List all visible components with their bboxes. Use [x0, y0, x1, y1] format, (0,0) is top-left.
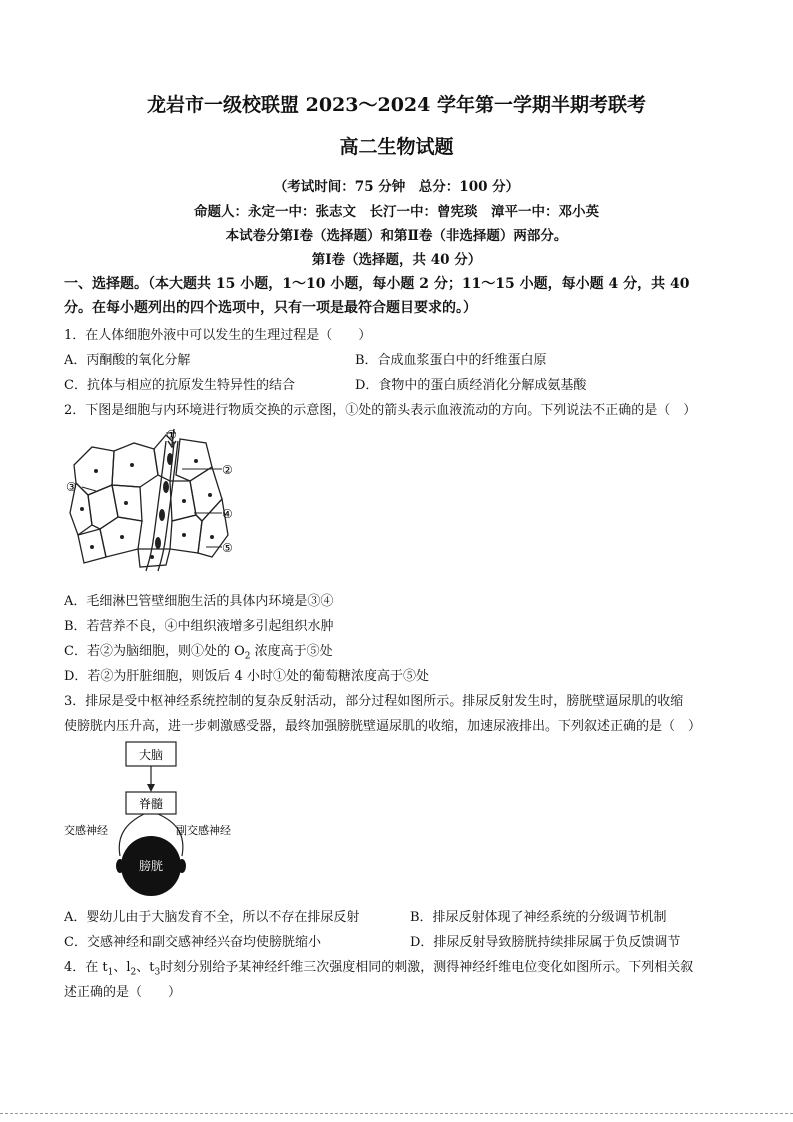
- section-heading-line2: 分。在每小题列出的四个选项中，只有一项是最符合题目要求的。）: [64, 300, 477, 316]
- q4-stem-line1: 4．在 $t_1$、$l_2$、$t_3$时刻分别给予某神经纤维三次强度相同的刺激，测得神经纤维电位变化如图所示。下列相关叙: [64, 960, 694, 978]
- sympathetic-label: 交感神经: [64, 824, 108, 837]
- q1-option-d: D．食物中的蛋白质经消化分解成氨基酸: [355, 378, 587, 393]
- q1-option-b: B．合成血浆蛋白中的纤维蛋白原: [355, 353, 547, 368]
- q3-option-d: D．排尿反射导致膀胱持续排尿属于负反馈调节: [410, 935, 681, 950]
- page-subtitle: 高二生物试题: [339, 136, 454, 158]
- cell-nuclei: [80, 459, 214, 559]
- q3-option-b: B．排尿反射体现了神经系统的分级调节机制: [410, 910, 667, 925]
- label-4: ④: [222, 507, 233, 521]
- authors: 命题人：永定一中：张志文 长汀一中：曾宪琰 漳平一中：邓小英: [194, 204, 599, 220]
- q1-option-a: A．丙酮酸的氧化分解: [64, 353, 191, 368]
- page-bottom-divider: [0, 1113, 793, 1114]
- q2-option-a: A．毛细淋巴管壁细胞生活的具体内环境是③④: [64, 594, 334, 609]
- label-2: ②: [222, 463, 233, 477]
- page-title: 龙岩市一级校联盟 2023～2024 学年第一学期半期考联考: [147, 94, 646, 116]
- q2-option-c: C．若②为脑细胞，则①处的 $O_2$ 浓度高于⑤处: [64, 644, 333, 662]
- exam-info: （考试时间：75 分钟 总分：100 分）: [273, 179, 520, 195]
- q4-stem-line2: 述正确的是（ ）: [64, 985, 182, 1000]
- q2-cell-diagram: [62, 425, 242, 575]
- spine-label: 脊髓: [138, 797, 164, 811]
- part1-heading: 第Ⅰ卷（选择题，共 40 分）: [311, 252, 482, 268]
- label-5: ⑤: [222, 541, 233, 555]
- q3-option-c: C．交感神经和副交感神经兴奋均使膀胱缩小: [64, 935, 321, 950]
- q3-stem-line1: 3．排尿是受中枢神经系统控制的复杂反射活动，部分过程如图所示。排尿反射发生时，膀胱壁逼尿肌的收缩: [64, 694, 684, 709]
- q3-reflex-diagram: [64, 738, 254, 898]
- parts-note: 本试卷分第Ⅰ卷（选择题）和第Ⅱ卷（非选择题）两部分。: [225, 228, 568, 244]
- q3-stem-line2: 使膀胱内压升高，进一步刺激感受器，最终加强膀胱壁逼尿肌的收缩，加速尿液排出。下列叙述正确的是（ ）: [64, 719, 702, 734]
- label-1: ①: [166, 428, 177, 442]
- q2-option-b: B．若营养不良，④中组织液增多引起组织水肿: [64, 619, 334, 634]
- parasympathetic-label: 副交感神经: [176, 824, 231, 837]
- section-heading-line1: 一、选择题。（本大题共 15 小题，1～10 小题，每小题 2 分；11～15 小题，每小题 4 分，共 40: [64, 276, 690, 292]
- bladder-label: 膀胱: [138, 859, 164, 873]
- q2-option-d: D．若②为肝脏细胞，则饭后 4 小时①处的葡萄糖浓度高于⑤处: [64, 669, 429, 684]
- q3-option-a: A．婴幼儿由于大脑发育不全，所以不存在排尿反射: [64, 910, 360, 925]
- brain-label: 大脑: [138, 748, 164, 762]
- q2-stem: 2．下图是细胞与内环境进行物质交换的示意图，①处的箭头表示血液流动的方向。下列说法不正确的是（ ）: [64, 403, 697, 418]
- q1-option-c: C．抗体与相应的抗原发生特异性的结合: [64, 378, 295, 393]
- label-3: ③: [66, 480, 77, 494]
- q1-stem: 1．在人体细胞外液中可以发生的生理过程是（ ）: [64, 328, 372, 343]
